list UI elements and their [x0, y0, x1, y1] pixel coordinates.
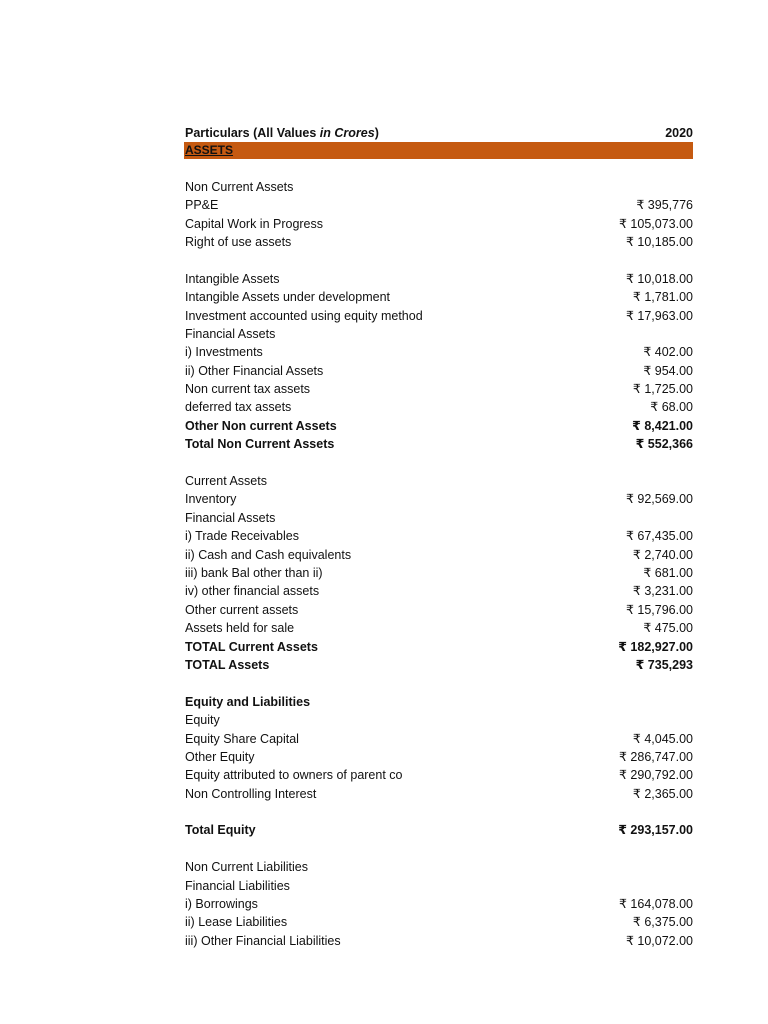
row-value: ₹ 17,963.00 — [625, 308, 693, 323]
table-row — [185, 380, 693, 398]
table-row — [185, 619, 693, 637]
table-row — [185, 858, 693, 876]
table-row — [185, 362, 693, 380]
row-value: ₹ 10,018.00 — [625, 271, 693, 286]
row-value: ₹ 105,073.00 — [619, 216, 693, 231]
header-row — [185, 124, 693, 142]
table-row — [185, 159, 693, 177]
assets-section-label: ASSETS — [185, 143, 234, 158]
row-label: Capital Work in Progress — [185, 216, 324, 231]
row-label: Non current tax assets — [185, 382, 311, 397]
row-value: ₹ 8,421.00 — [632, 418, 693, 433]
row-label: Total Equity — [185, 823, 256, 838]
table-row — [185, 674, 693, 692]
table-row — [185, 417, 693, 435]
row-label: Equity Share Capital — [185, 731, 299, 746]
row-label: Financial Assets — [185, 326, 276, 341]
table-row — [185, 582, 693, 600]
row-value: ₹ 475.00 — [643, 621, 693, 636]
row-label: Right of use assets — [185, 234, 292, 249]
table-row — [185, 840, 693, 858]
row-value: ₹ 2,365.00 — [632, 786, 693, 801]
row-label: Other Non current Assets — [185, 418, 337, 433]
table-row — [185, 527, 693, 545]
table-row — [185, 638, 693, 656]
row-label: Investment accounted using equity method — [185, 308, 423, 323]
table-row — [185, 693, 693, 711]
row-value: ₹ 2,740.00 — [632, 547, 693, 562]
row-value: ₹ 164,078.00 — [619, 897, 693, 912]
row-value: ₹ 10,072.00 — [625, 933, 693, 948]
row-label: Financial Assets — [185, 510, 276, 525]
particulars-header — [185, 124, 665, 142]
row-value: ₹ 1,725.00 — [632, 382, 693, 397]
row-label: iii) bank Bal other than ii) — [185, 565, 323, 580]
table-row — [185, 270, 693, 288]
table-row — [185, 546, 693, 564]
table-row — [185, 877, 693, 895]
table-row — [185, 730, 693, 748]
row-label: Current Assets — [185, 474, 267, 489]
row-value: ₹ 6,375.00 — [632, 915, 693, 930]
table-row — [185, 932, 693, 950]
row-value: ₹ 402.00 — [643, 345, 693, 360]
assets-section-band — [184, 142, 693, 159]
row-label — [185, 251, 693, 269]
row-label: Financial Liabilities — [185, 878, 290, 893]
row-value: ₹ 681.00 — [643, 565, 693, 580]
table-row — [185, 178, 693, 196]
row-label: Other Equity — [185, 749, 255, 764]
row-label: TOTAL Current Assets — [185, 639, 318, 654]
row-label: Other current assets — [185, 602, 299, 617]
row-value: ₹ 15,796.00 — [625, 602, 693, 617]
row-label — [185, 454, 693, 472]
table-row — [185, 821, 693, 839]
row-label: Equity attributed to owners of parent co — [185, 768, 403, 783]
table-row — [185, 509, 693, 527]
table-row — [185, 288, 693, 306]
row-value: ₹ 552,366 — [635, 437, 693, 452]
row-label: Assets held for sale — [185, 621, 295, 636]
row-label: Non Current Assets — [185, 179, 294, 194]
row-value: ₹ 182,927.00 — [618, 639, 693, 654]
table-row — [185, 748, 693, 766]
row-value: ₹ 3,231.00 — [632, 584, 693, 599]
row-label: deferred tax assets — [185, 400, 292, 415]
row-value: ₹ 92,569.00 — [625, 492, 693, 507]
row-label: Inventory — [185, 492, 237, 507]
line-items — [185, 159, 693, 950]
row-label: ii) Other Financial Assets — [185, 363, 324, 378]
row-label — [185, 803, 693, 821]
row-label: Intangible Assets under development — [185, 290, 390, 305]
row-label — [185, 674, 693, 692]
table-row — [185, 490, 693, 508]
table-row — [185, 251, 693, 269]
row-value: ₹ 395,776 — [636, 198, 693, 213]
row-value: ₹ 290,792.00 — [619, 768, 693, 783]
table-row — [185, 601, 693, 619]
header-prefix: Particulars (All Values — [185, 126, 320, 140]
table-row — [185, 398, 693, 416]
table-row — [185, 454, 693, 472]
table-row — [185, 233, 693, 251]
row-label: Equity and Liabilities — [185, 694, 311, 709]
row-label: Equity — [185, 713, 220, 728]
table-row — [185, 307, 693, 325]
table-row — [185, 435, 693, 453]
row-label: PP&E — [185, 198, 219, 213]
row-label: i) Investments — [185, 345, 263, 360]
row-value: ₹ 286,747.00 — [619, 749, 693, 764]
row-label: i) Trade Receivables — [185, 529, 299, 544]
balance-sheet — [185, 124, 693, 950]
row-label: iv) other financial assets — [185, 584, 320, 599]
table-row — [185, 711, 693, 729]
header-suffix: ) — [374, 126, 379, 140]
row-value: ₹ 293,157.00 — [618, 823, 693, 838]
table-row — [185, 472, 693, 490]
table-row — [185, 325, 693, 343]
row-value: ₹ 67,435.00 — [625, 529, 693, 544]
table-row — [185, 196, 693, 214]
row-label: Non Controlling Interest — [185, 786, 317, 801]
table-row — [185, 343, 693, 361]
row-label: Non Current Liabilities — [185, 860, 308, 875]
row-value: ₹ 735,293 — [635, 657, 693, 672]
row-label — [185, 840, 693, 858]
table-row — [185, 766, 693, 784]
table-row — [185, 215, 693, 233]
row-label — [185, 159, 693, 177]
row-label: iii) Other Financial Liabilities — [185, 933, 341, 948]
row-label: Intangible Assets — [185, 271, 280, 286]
year-header: 2020 — [665, 126, 693, 140]
table-row — [185, 564, 693, 582]
table-row — [185, 656, 693, 674]
row-label: Total Non Current Assets — [185, 437, 335, 452]
row-value: ₹ 68.00 — [650, 400, 693, 415]
header-italic: in Crores — [319, 126, 375, 140]
row-label: ii) Lease Liabilities — [185, 915, 288, 930]
row-value: ₹ 10,185.00 — [625, 234, 693, 249]
row-label: i) Borrowings — [185, 897, 258, 912]
row-label: TOTAL Assets — [185, 657, 270, 672]
table-row — [185, 803, 693, 821]
row-label: ii) Cash and Cash equivalents — [185, 547, 352, 562]
table-row — [185, 913, 693, 931]
row-value: ₹ 1,781.00 — [632, 290, 693, 305]
table-row — [185, 895, 693, 913]
row-value: ₹ 4,045.00 — [632, 731, 693, 746]
row-value: ₹ 954.00 — [643, 363, 693, 378]
table-row — [185, 785, 693, 803]
